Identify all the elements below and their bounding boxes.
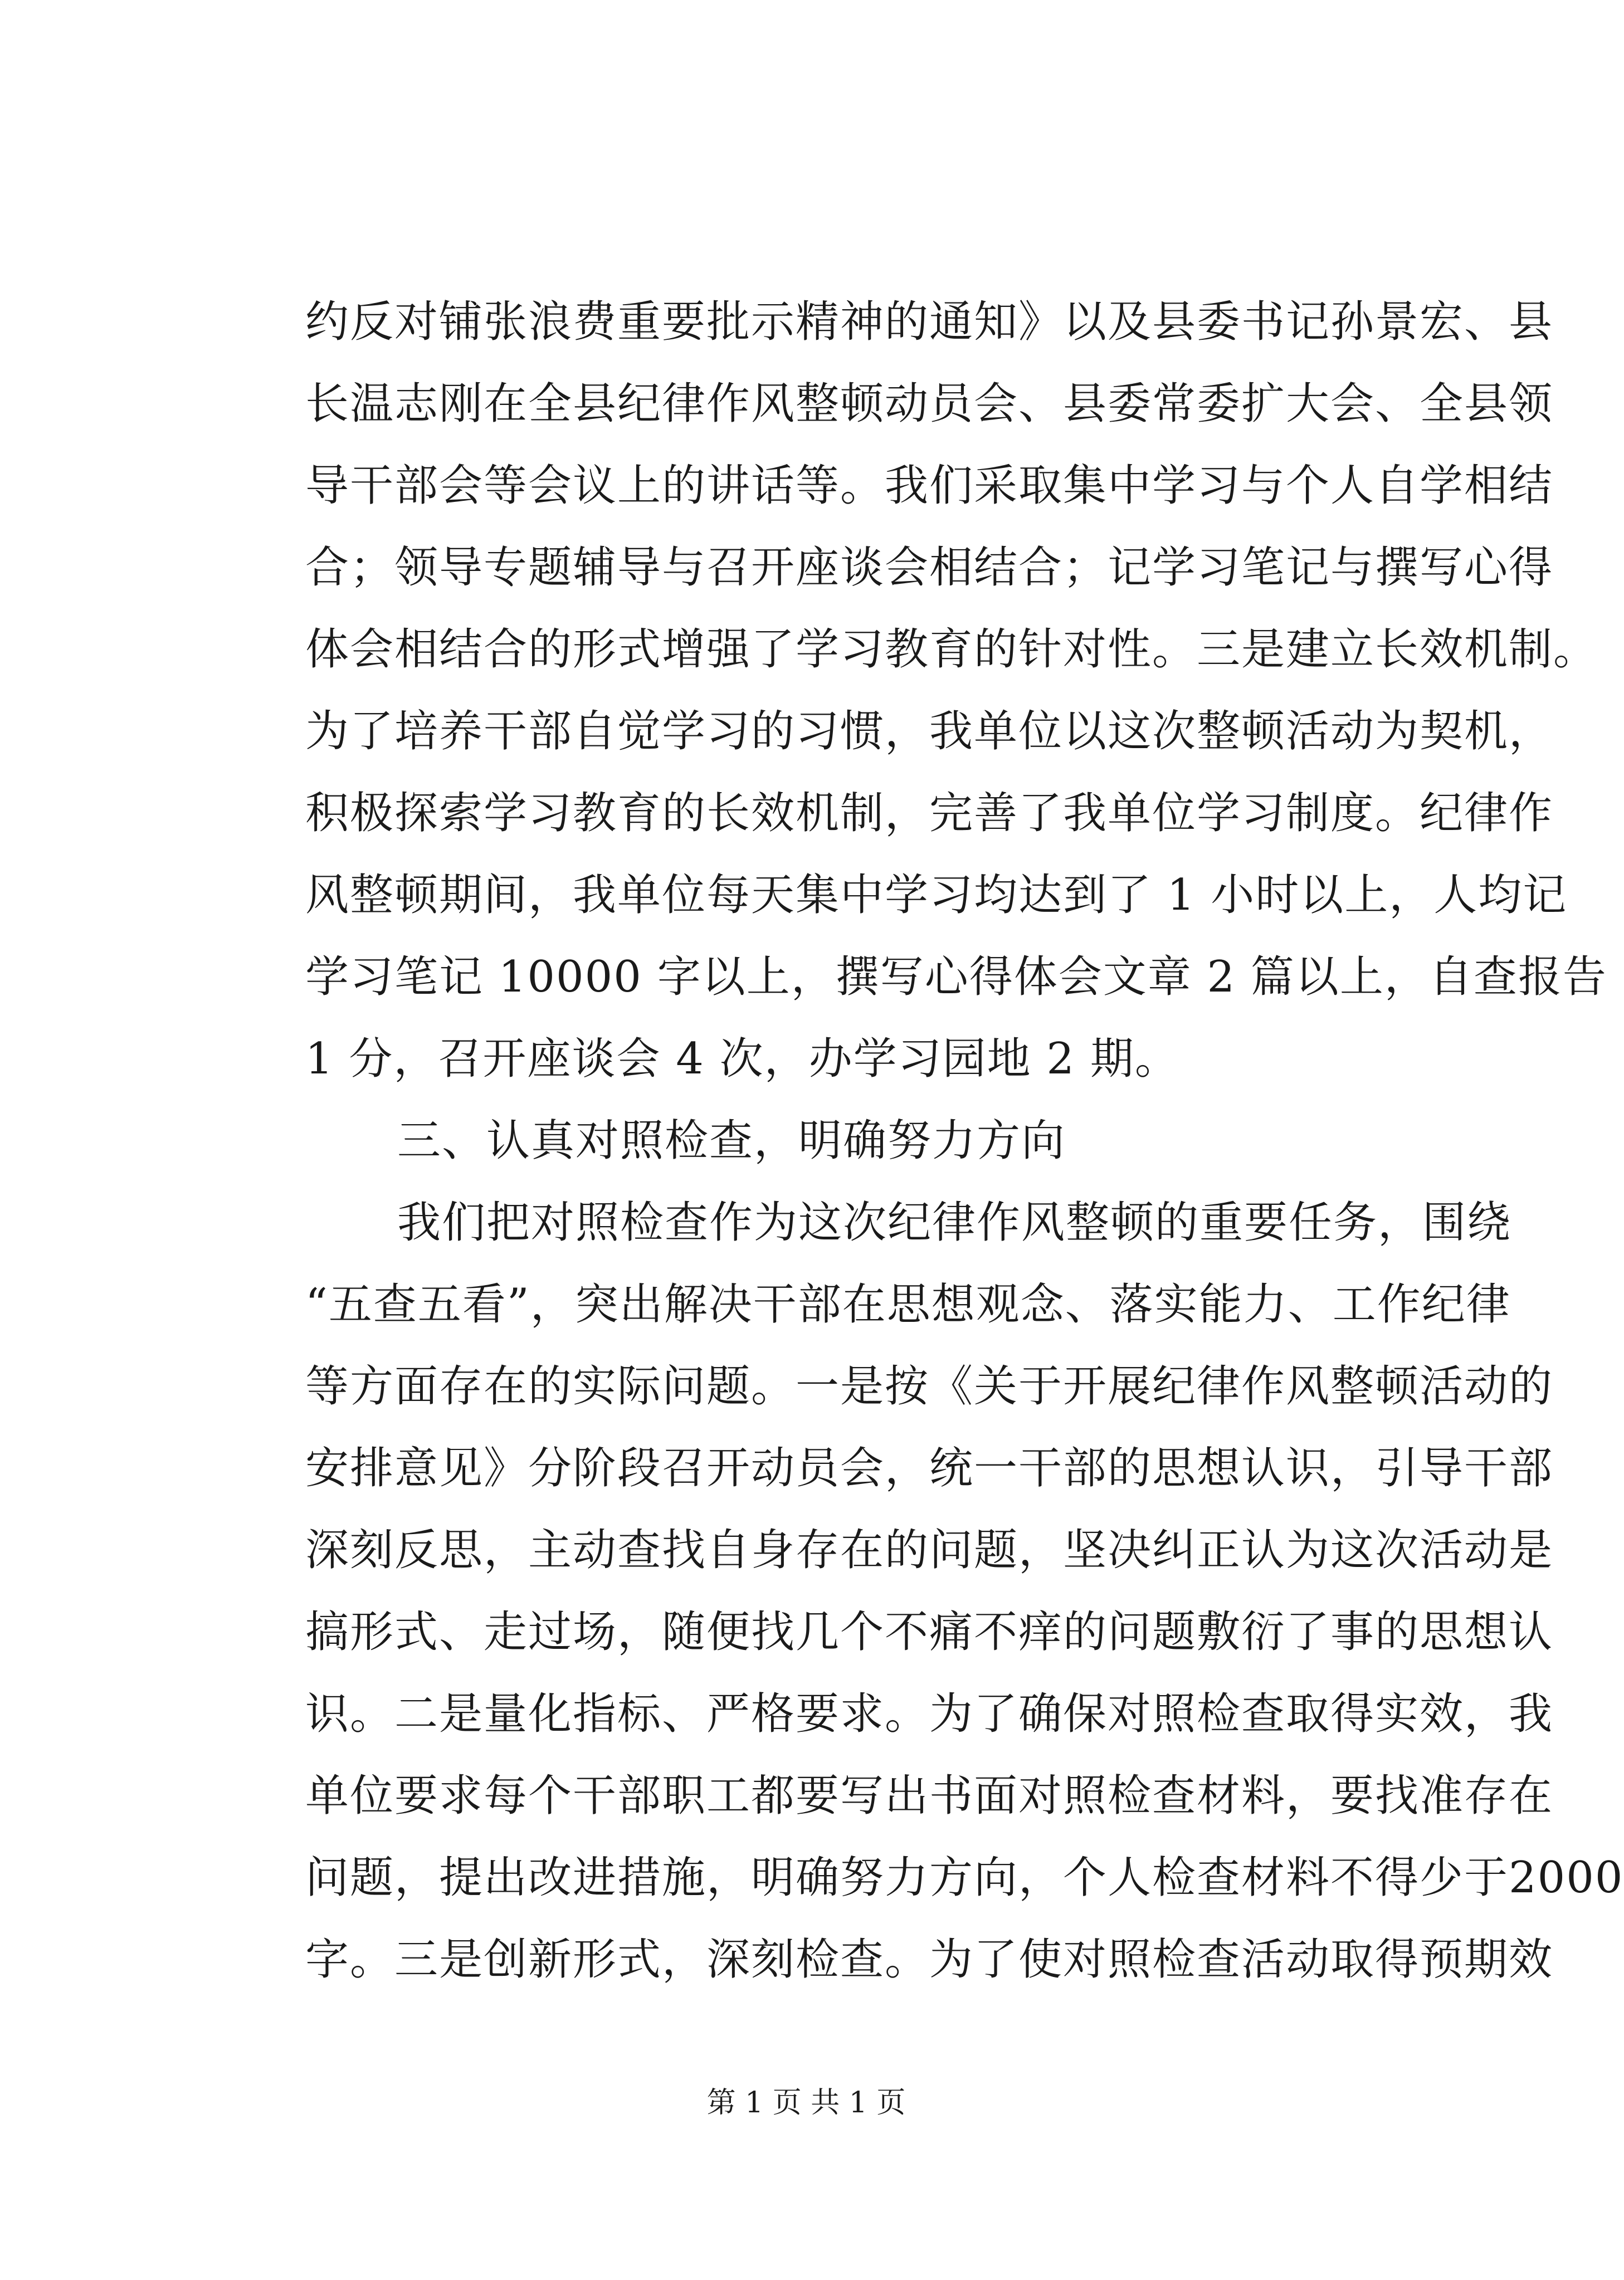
- text-line: 我们把对照检查作为这次纪律作风整顿的重要任务，围绕: [397, 1198, 1512, 1248]
- page-footer: 第 1 页 共 1 页: [706, 2086, 906, 2120]
- text-line: 等方面存在的实际问题。一是按《关于开展纪律作风整顿活动的: [305, 1361, 1554, 1412]
- text-line: 搞形式、走过场，随便找几个不痛不痒的问题敷衍了事的思想认: [305, 1607, 1554, 1657]
- text-line: 单位要求每个干部职工都要写出书面对照检查材料，要找准存在: [305, 1771, 1554, 1821]
- text-line: 学习笔记 10000 字以上，撰写心得体会文章 2 篇以上，自查报告: [305, 952, 1607, 1002]
- text-line: 问题，提出改进措施，明确努力方向，个人检查材料不得少于2000: [305, 1853, 1624, 1903]
- text-line: 长温志刚在全县纪律作风整顿动员会、县委常委扩大会、全县领: [305, 379, 1554, 429]
- text-line: 约反对铺张浪费重要批示精神的通知》以及县委书记孙景宏、县: [305, 297, 1554, 347]
- text-line: “五查五看”，突出解决干部在思想观念、落实能力、工作纪律: [305, 1280, 1511, 1330]
- document-body: [305, 281, 1624, 2001]
- text-line: 三、认真对照检查，明确努力方向: [397, 1116, 1066, 1166]
- text-line: 体会相结合的形式增强了学习教育的针对性。三是建立长效机制。: [305, 624, 1598, 675]
- text-line: 深刻反思，主动查找自身存在的问题，坚决纠正认为这次活动是: [305, 1525, 1554, 1575]
- text-line: 合；领导专题辅导与召开座谈会相结合；记学习笔记与撰写心得: [305, 543, 1554, 593]
- text-line: 积极探索学习教育的长效机制，完善了我单位学习制度。纪律作: [305, 788, 1554, 838]
- text-line: 识。二是量化指标、严格要求。为了确保对照检查取得实效，我: [305, 1689, 1554, 1739]
- text-line: 风整顿期间，我单位每天集中学习均达到了 1 小时以上，人均记: [305, 870, 1568, 920]
- text-line: 为了培养干部自觉学习的习惯，我单位以这次整顿活动为契机，: [305, 706, 1554, 756]
- text-line: 字。三是创新形式，深刻检查。为了使对照检查活动取得预期效: [305, 1935, 1554, 1985]
- text-line: 1 分，召开座谈会 4 次，办学习园地 2 期。: [305, 1034, 1179, 1084]
- text-line: 导干部会等会议上的讲话等。我们采取集中学习与个人自学相结: [305, 461, 1554, 511]
- text-line: 安排意见》分阶段召开动员会，统一干部的思想认识，引导干部: [305, 1443, 1554, 1493]
